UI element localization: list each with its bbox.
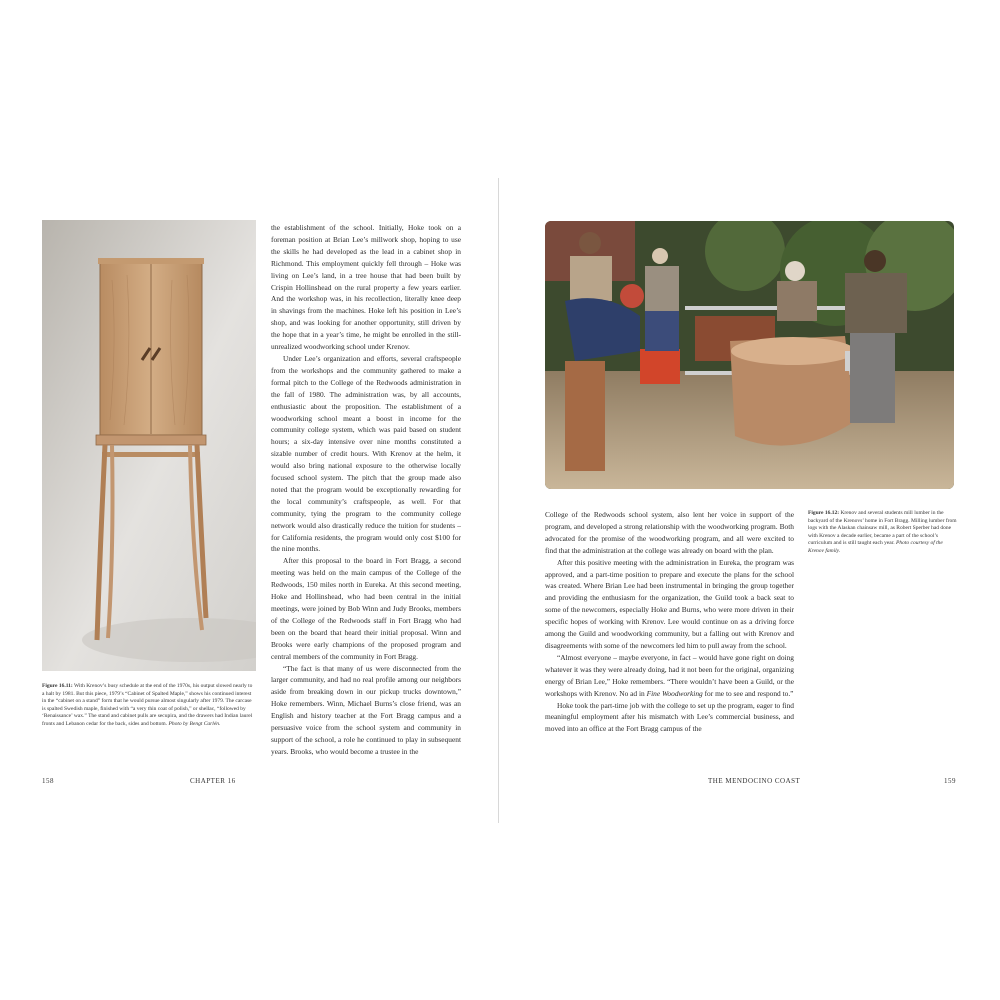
caption-label: Figure 16.12:: [808, 510, 840, 516]
paragraph: After this positive meeting with the administration in Eureka, the program was approved, and a part-time position to prepare and execute the plans for the school was created. Where Brian Lee had been instrumental in bringing the group together and providing the enthusiasm for the organization, the Guild took a back seat to some of the newcomers, especially Hoke and Burns, who were more driven in their specific hopes of working with Krenov. Lee would continue on as a driving force among the Guild and woodworking community, but a falling out with Krenov and disagreements with some of the newcomers led him to pull away from the school.: [545, 557, 794, 650]
paragraph: College of the Redwoods school system, also lent her voice in support of the program, and developed a strong relationship with the woodworking program. Both advocated for the promise of the woodworking program, and all were excited to find that the administration at the college was already on board with the plan.: [545, 510, 794, 555]
paragraph: “The fact is that many of us were disconnected from the larger community, and had no real profile among our neighbors aside from breaking down in our pickup trucks downtown,” Hoke remembers. Winn, Michael Burns’s close friend, was an English and history teacher at the Fort Bragg campus and a persuasive voice from the school system and community in support of the school, a role he continued to play in subsequent years. Brooks, who would become a trustee in the: [271, 663, 461, 756]
cabinet-photo: [42, 220, 256, 671]
caption-credit: Photo courtesy of the Krenov family.: [808, 540, 943, 554]
left-body-text: [271, 222, 461, 758]
paragraph: Under Lee’s organization and efforts, several craftspeople from the workshops and the community gathered to make a formal pitch to the College of the Redwoods administration in the fall of 1980. The administration was, by all accounts, enthusiastic about the proposition. The establishment of a woodworking school meant a boost in income for the community college system, which was paid based on student hours; a six-day intensive over nine months constituted a sizable number of credit hours. With Krenov at the helm, it would also bring national exposure to the otherwise locally focused school system. The pitch that the group made also noted that the program would be exceptionally rewarding for the local community’s craftspeople, as well. For that community, tying the program to the community college network would also drastically reduce the tuition for students – for California residents, the program would only cost $100 for the nine months.: [271, 353, 461, 554]
magazine-title: Fine Woodworking: [646, 688, 703, 698]
right-body-text: [545, 509, 794, 735]
right-page-number: 159: [944, 777, 956, 785]
paragraph: Hoke took the part-time job with the college to set up the program, eager to find meaningful employment after his mismatch with Lee’s commercial business, and moved into an office at the Fort Bragg campus of the: [545, 700, 794, 734]
caption-text: Krenov and several students mill lumber in the backyard of the Krenovs’ home in Fort Bragg. Milling lumber from logs with the Alaskan chainsaw mill, as Robert Sperber had done with Krenov a decade earlier, became a part of the school’s curriculum and is still taught each year.: [808, 510, 957, 547]
paragraph: the establishment of the school. Initially, Hoke took on a foreman position at Brian Lee’s millwork shop, hoping to use the skills he had developed as the lead in a cabinet shop in Richmond. This employment quickly fell through – Hoke was living on Lee’s land, in a tree house that had been built by Crispin Hollinshead on the rural property a few years earlier. And the workshop was, in his recollection, literally knee deep in shavings from the machines. Hoke left his position in Lee’s shop, and was looking for another opportunity, still driven by the hope that in a year’s time, he might be enrolled in the still-unrealized woodworking school under Krenov.: [271, 223, 461, 352]
right-running-head: THE MENDOCINO COAST: [708, 777, 801, 785]
paragraph-tail: for me to see and respond to.”: [702, 688, 794, 698]
paragraph: [545, 652, 794, 700]
paragraph: After this proposal to the board in Fort Bragg, a second meeting was held on the main campus of the College of the Redwoods, 150 miles north in Eureka. At this second meeting, Hoke and Hollinshead, who had been central in the initial meetings, were joined by Bob Winn and Judy Brooks, members of the College of the Redwoods staff in Fort Bragg who had been on the board that heard their initial proposal. Winn and Brooks were early champions of the proposed program and central members of the community in Fort Bragg.: [271, 556, 461, 661]
caption-text: With Krenov’s busy schedule at the end of the 1970s, his output slowed nearly to a halt by 1981. But this piece, 1979’s “Cabinet of Spalted Maple,” shows his continued interest in the “cabinet on a stand” form that he would pursue almost singularly after 1979. The carcase is spalted Swedish maple, finished with “a very thin coat of polish,” or shellac, “followed by ‘Renaissance’ wax.” The stand and cabinet pulls are secupira, and the drawers had Indian laurel fronts and Lebanon cedar for the back, sides and bottom.: [42, 683, 253, 727]
milling-photo: [545, 221, 954, 489]
left-page-number: 158: [42, 777, 54, 785]
paragraph-text: “Almost everyone – maybe everyone, in fact – would have gone right on doing whatever it was they were already doing, had it not been for the original, organizing energy of Brian Lee,” Hoke remembers. “There wouldn’t have been a Guild, or the workshops with Krenov. No ad in: [545, 652, 794, 698]
caption-credit: Photo by Bengt Carlén.: [168, 720, 221, 727]
caption-label: Figure 16.11:: [42, 683, 73, 689]
figure-caption-16-11: [42, 683, 256, 729]
figure-caption-16-12: [808, 510, 958, 556]
left-running-head: CHAPTER 16: [190, 777, 236, 785]
spread-gutter: [498, 178, 499, 823]
